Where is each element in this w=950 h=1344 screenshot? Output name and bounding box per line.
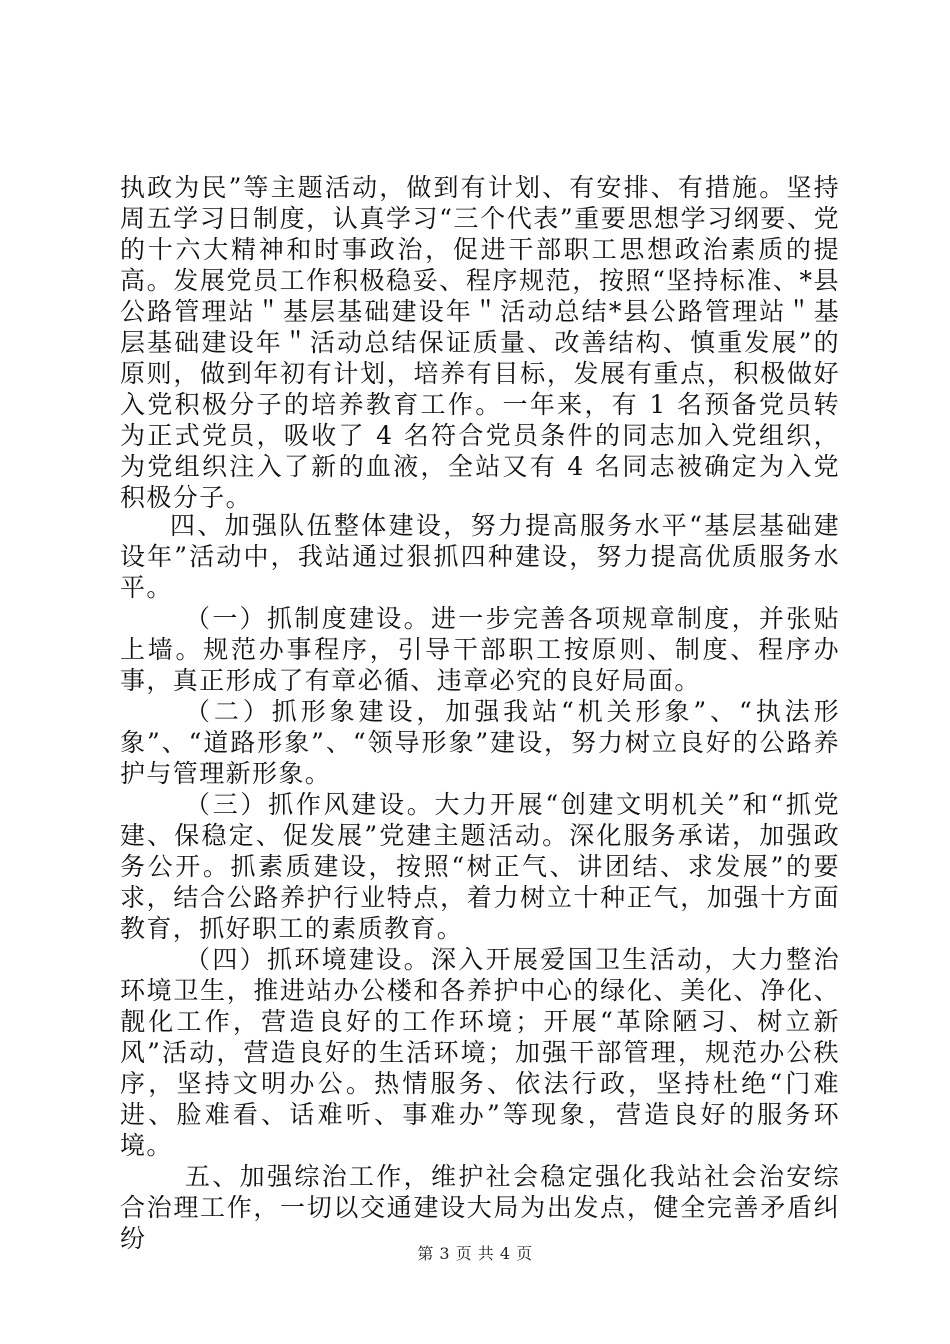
section-5-paragraph: 五、加强综治工作，维护社会稳定强化我站社会治安综合治理工作，一切以交通建设大局为出发点，健全完善矛盾纠纷 [120, 1162, 840, 1253]
item-image-building: （二）抓形象建设，加强我站“机关形象”、“执法形象”、“道路形象”、“领导形象”建设，努力树立良好的公路养护与管理新形象。 [120, 697, 840, 788]
item-environment-building: （四）抓环境建设。深入开展爱国卫生活动，大力整治环境卫生，推进站办公楼和各养护中心的绿化、美化、净化、靓化工作，营造良好的工作环境；开展“革除陋习、树立新风”活动，营造良好的生活环境；加强干部管理，规范办公秩序，坚持文明办公。热情服务、依法行政，坚持杜绝“门难进、脸难看、话难听、事难办”等现象，营造良好的服务环境。 [120, 945, 840, 1160]
paragraph-party-building: 执政为民”等主题活动，做到有计划、有安排、有措施。坚持周五学习日制度，认真学习“三个代表”重要思想学习纲要、党的十六大精神和时事政治，促进干部职工思想政治素质的提高。发展党员工作积极稳妥、程序规范，按照“坚持标准、*县公路管理站＂基层基础建设年＂活动总结*县公路管理站＂基层基础建设年＂活动总结保证质量、改善结构、慎重发展”的原则，做到年初有计划，培养有目标，发展有重点，积极做好入党积极分子的培养教育工作。一年来，有 1 名预备党员转为正式党员，吸收了 4 名符合党员条件的同志加入党组织，为党组织注入了新的血液，全站又有 4 名同志被确定为入党积极分子。 [120, 173, 840, 512]
body-text-top [120, 172, 840, 513]
body-text-main [120, 510, 840, 1254]
section-4-heading: 四、加强队伍整体建设，努力提高服务水平“基层基础建设年”活动中，我站通过狠抓四种建设，努力提高优质服务水平。 [120, 511, 840, 602]
item-system-building: （一）抓制度建设。进一步完善各项规章制度，并张贴上墙。规范办事程序，引导干部职工按原则、制度、程序办事，真正形成了有章必循、违章必究的良好局面。 [120, 604, 840, 695]
item-style-building: （三）抓作风建设。大力开展“创建文明机关”和“抓党建、保稳定、促发展”党建主题活动。深化服务承诺，加强政务公开。抓素质建设，按照“树正气、讲团结、求发展”的要求，结合公路养护行业特点，着力树立十种正气，加强十方面教育，抓好职工的素质教育。 [120, 790, 840, 943]
page-number-footer: 第 3 页 共 4 页 [417, 1244, 533, 1263]
